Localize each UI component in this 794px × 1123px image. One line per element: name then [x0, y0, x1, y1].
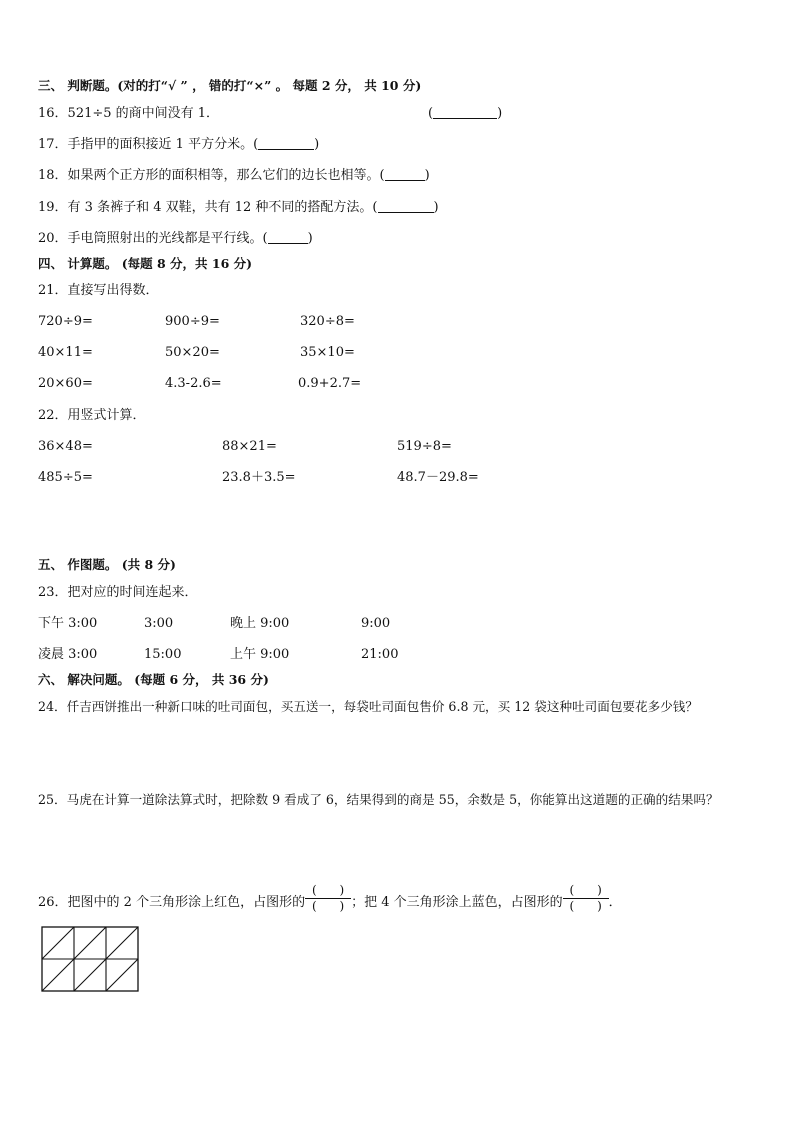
question-18 [38, 168, 430, 184]
triangle-diagonal[interactable] [106, 959, 138, 991]
calc-item: 720÷9= [38, 314, 93, 329]
question-19 [38, 200, 439, 216]
question-16-text: 16．521÷5 的商中间没有 1． [38, 106, 220, 121]
section-3-title: 三、 判断题。(对的打“√ ” ， 错的打“×” 。 每题 2 分， 共 10 分) [38, 78, 422, 93]
time-item[interactable]: 上午 9:00 [230, 647, 290, 662]
calc-item: 40×11= [38, 345, 93, 360]
calc-item: 50×20= [165, 345, 220, 360]
time-item[interactable]: 凌晨 3:00 [38, 647, 98, 662]
calc-item: 35×10= [300, 345, 355, 360]
calc-item: 36×48= [38, 439, 93, 454]
answer-blank-17[interactable] [258, 137, 314, 150]
answer-blank-20[interactable] [268, 231, 308, 244]
calc-item: 48.7－29.8= [397, 470, 479, 485]
section-4-title: 四、 计算题。 (每题 8 分，共 16 分) [38, 256, 253, 271]
time-item[interactable]: 9:00 [361, 616, 391, 631]
calc-item: 320÷8= [300, 314, 355, 329]
section-6-title: 六、 解决问题。 (每题 6 分， 共 36 分) [38, 672, 269, 687]
triangle-grid-figure [41, 926, 141, 994]
paren-close: ) [307, 231, 313, 246]
question-19-text: 19．有 3 条裤子和 4 双鞋，共有 12 种不同的搭配方法。( [38, 200, 378, 215]
question-20-text: 20．手电筒照射出的光线都是平行线。( [38, 231, 268, 246]
fraction-answer-2[interactable] [563, 884, 609, 913]
question-23-label: 23．把对应的时间连起来． [38, 585, 198, 600]
question-25: 25．马虎在计算一道除法算式时，把除数 9 看成了 6，结果得到的商是 55，余数是 5，你能算出这道题的正确的结果吗？ [38, 792, 719, 807]
answer-line [433, 106, 497, 119]
answer-blank-18[interactable] [385, 168, 425, 181]
section-5-title: 五、 作图题。 (共 8 分) [38, 557, 176, 572]
answer-blank-16[interactable] [428, 106, 502, 122]
paren-close: ) [339, 899, 345, 913]
paren-close: ) [433, 200, 439, 215]
calc-item: 88×21= [222, 439, 277, 454]
calc-item: 23.8＋3.5= [222, 470, 296, 485]
triangle-diagonal[interactable] [42, 927, 74, 959]
calc-item: 485÷5= [38, 470, 93, 485]
time-item[interactable]: 晚上 9:00 [230, 616, 290, 631]
paren-close: ) [497, 106, 503, 121]
answer-blank-19[interactable] [378, 200, 434, 213]
time-item[interactable]: 下午 3:00 [38, 616, 98, 631]
question-26-part1: 26．把图中的 2 个三角形涂上红色，占图形的 [38, 895, 306, 910]
time-item[interactable]: 3:00 [144, 616, 174, 631]
fraction-answer-1[interactable] [305, 884, 351, 913]
paren-close: ) [597, 883, 602, 897]
time-item[interactable]: 21:00 [361, 647, 399, 662]
question-22-label: 22．用竖式计算． [38, 408, 146, 423]
paren-open: ( [428, 106, 434, 121]
paren-close: ) [339, 883, 345, 897]
triangle-diagonal[interactable] [74, 927, 106, 959]
paren-close: ) [424, 168, 430, 183]
question-17 [38, 137, 319, 153]
time-item[interactable]: 15:00 [144, 647, 182, 662]
calc-item: 4.3-2.6= [165, 376, 222, 391]
paren-open: ( [311, 899, 317, 913]
question-17-text: 17．手指甲的面积接近 1 平方分米。( [38, 137, 259, 152]
question-24: 24．仟吉西饼推出一种新口味的吐司面包，买五送一，每袋吐司面包售价 6.8 元，买 12 袋这种吐司面包要花多少钱？ [38, 699, 698, 714]
question-26 [38, 883, 622, 917]
triangle-diagonal[interactable] [74, 959, 106, 991]
question-21-label: 21．直接写出得数． [38, 283, 159, 298]
question-26-end: ． [608, 895, 622, 910]
question-16 [38, 106, 219, 122]
paren-close: ) [314, 137, 320, 152]
paren-close: ) [597, 899, 602, 913]
paren-open: ( [569, 899, 575, 913]
triangle-diagonal[interactable] [106, 927, 138, 959]
calc-item: 20×60= [38, 376, 93, 391]
question-26-part2: ；把 4 个三角形涂上蓝色，占图形的 [351, 895, 563, 910]
calc-item: 900÷9= [165, 314, 220, 329]
calc-item: 0.9+2.7= [298, 376, 362, 391]
triangle-diagonal[interactable] [42, 959, 74, 991]
paren-open: ( [311, 883, 317, 897]
paren-open: ( [569, 883, 575, 897]
question-20 [38, 231, 313, 247]
question-18-text: 18．如果两个正方形的面积相等，那么它们的边长也相等。( [38, 168, 385, 183]
calc-item: 519÷8= [397, 439, 452, 454]
